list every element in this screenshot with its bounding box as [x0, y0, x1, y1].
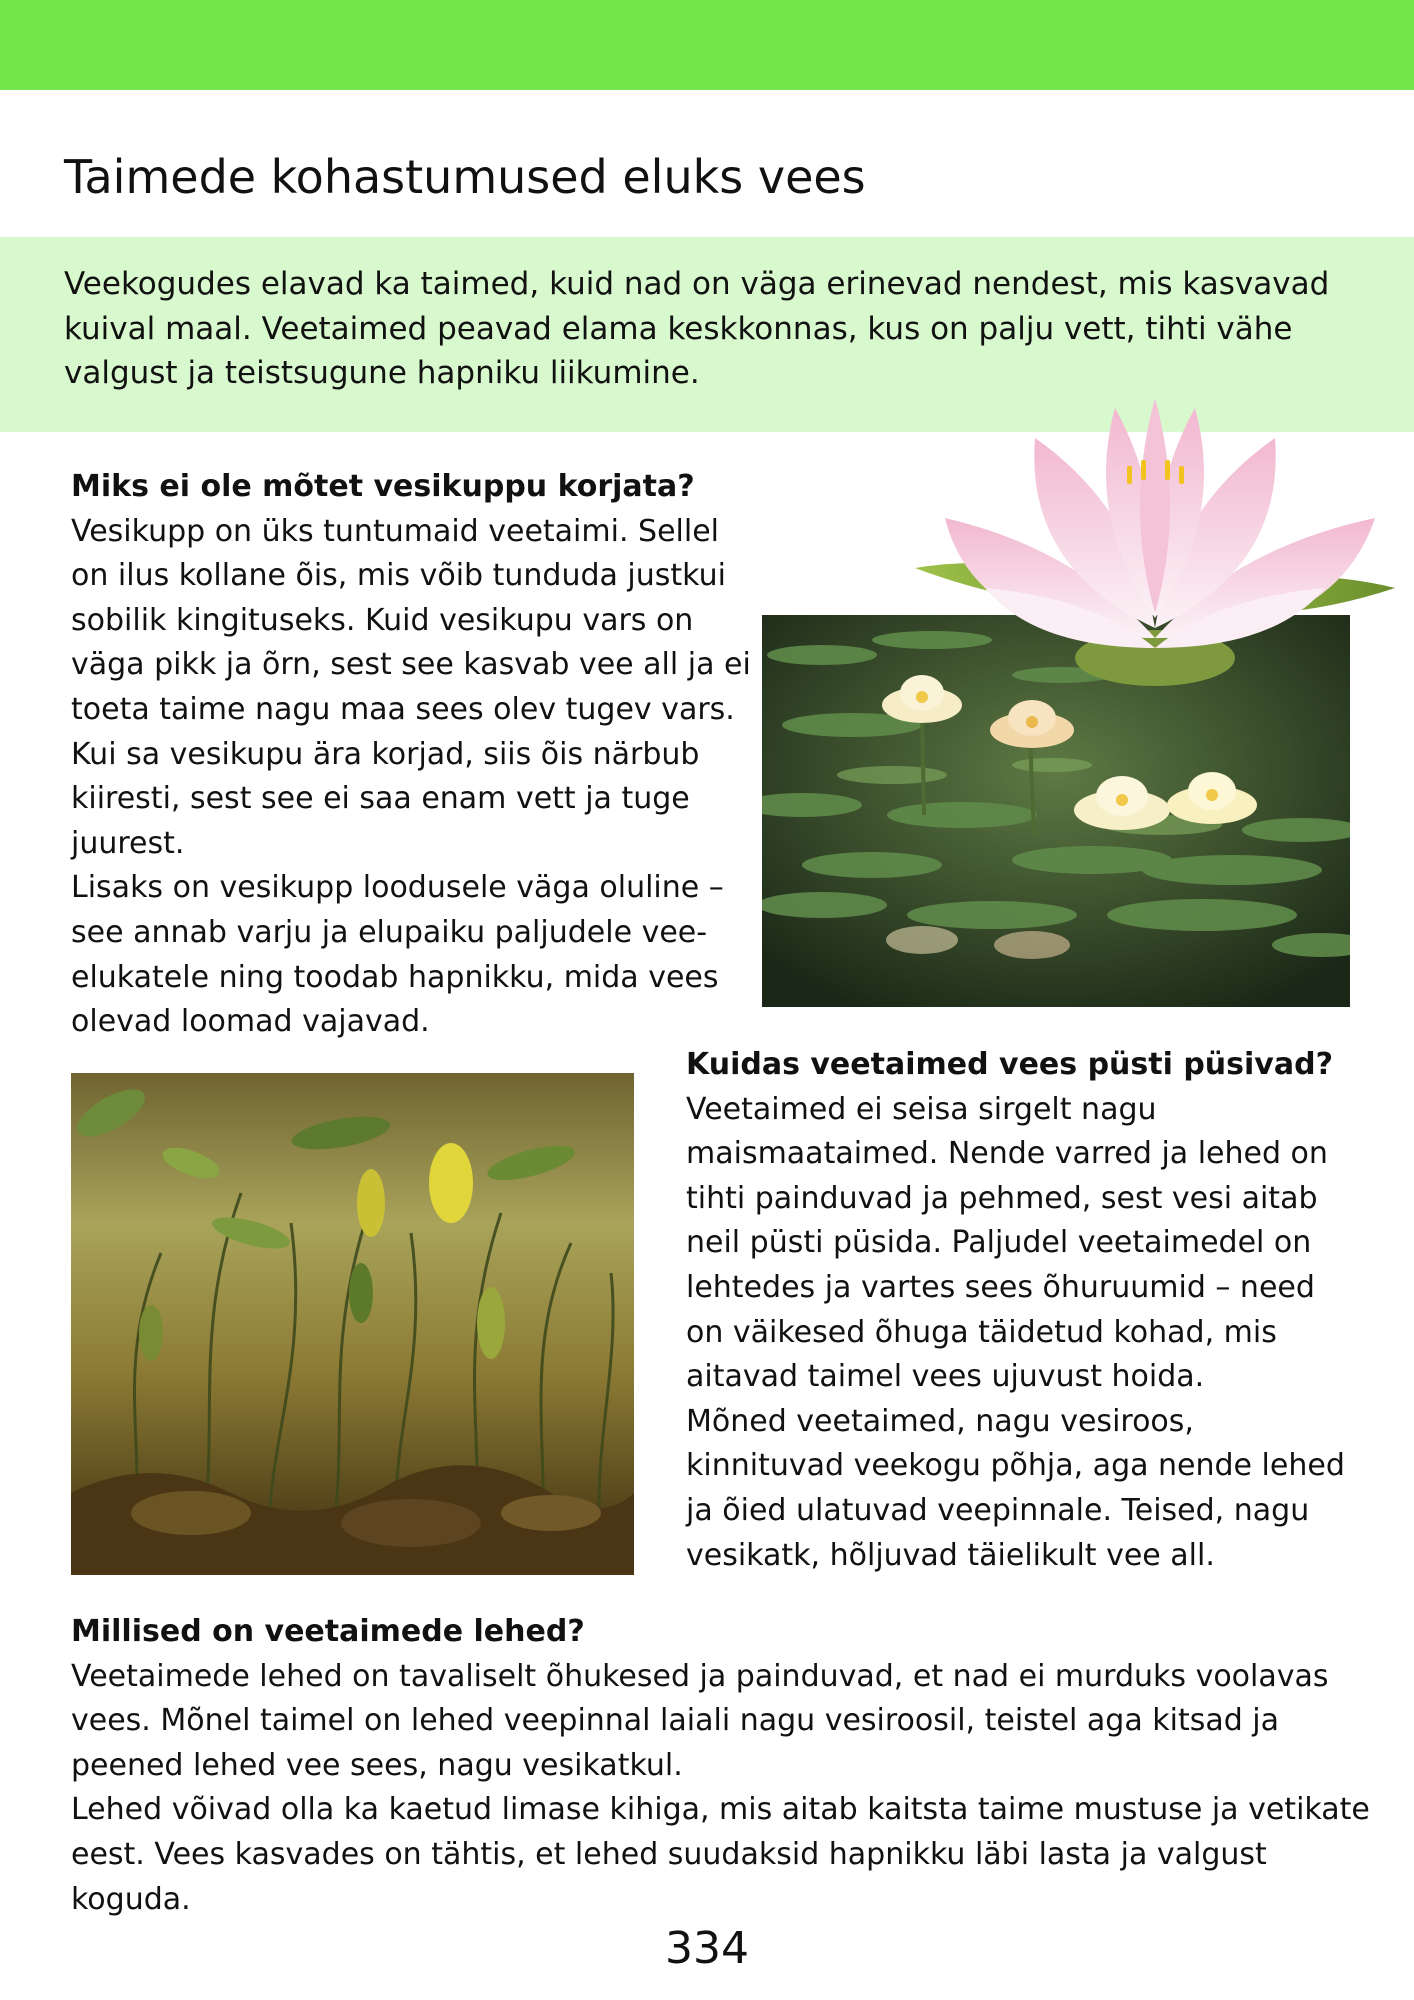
underwater-plants-photo [71, 1073, 634, 1575]
section-paragraph: Vesikupp on üks tuntumaid veetaimi. Sellel on ilus kollane õis, mis võib tunduda justkui sobilik kingituseks. Kuid vesikupu vars on väga pikk ja õrn, sest see kasvab vee all ja ei toeta taime nagu maa sees olev tugev vars. Kui sa vesikupu ära korjad, siis õis närbub kiiresti, sest see ei saa enam vett ja tuge juurest. [71, 513, 751, 861]
section-why-not-pick [71, 465, 751, 1045]
page-number: 334 [665, 1923, 749, 1974]
section-paragraph: Veetaimede lehed on tavaliselt õhukesed ja painduvad, et nad ei murduks voolavas vees. Mõnel taimel on lehed veepinnal laiali nagu vesiroosil, teistel aga kitsad ja peened lehed vee sees, nagu vesikatkul. [71, 1658, 1329, 1783]
section-heading: Millised on veetaimede lehed? [71, 1614, 585, 1649]
underwater-plants-illustration [71, 1073, 634, 1575]
intro-text: Veekogudes elavad ka taimed, kuid nad on väga erinevad nendest, mis kasvavad kuival maal. Veetaimed peavad elama keskkonnas, kus on palju vett, tihti vähe valgust ja teistsugune hapniku liikumine. [64, 266, 1330, 392]
section-paragraph: Lisaks on vesikupp loodusele väga oluline – see annab varju ja elupaiku paljudele vee-elukatele ning toodab hapnikku, mida vees olevad loomad vajavad. [71, 870, 724, 1040]
page-title: Taimede kohastumused eluks vees [64, 150, 866, 204]
section-paragraph: Veetaimed ei seisa sirgelt nagu maismaataimed. Nende varred ja lehed on tihti painduvad ja pehmed, sest vesi aitab neil püsti püsida. Paljudel veetaimedel on lehtedes ja vartes sees õhuruumid – need on väikesed õhuga täidetud kohad, mis aitavad taimel vees ujuvust hoida. [686, 1091, 1328, 1395]
section-how-plants-stay-upright [686, 1043, 1356, 1578]
pink-lotus-flower-illustration [915, 398, 1395, 698]
top-color-bar [0, 0, 1414, 90]
section-paragraph: Lehed võivad olla ka kaetud limase kihiga, mis aitab kaitsta taime mustuse ja vetikate eest. Vees kasvades on tähtis, et lehed suudaksid hapnikku läbi lasta ja valgust koguda. [71, 1792, 1370, 1917]
section-heading: Miks ei ole mõtet vesikuppu korjata? [71, 469, 695, 504]
section-heading: Kuidas veetaimed vees püsti püsivad? [686, 1047, 1333, 1082]
section-aquatic-leaves [71, 1610, 1371, 1922]
section-paragraph: Mõned veetaimed, nagu vesiroos, kinnituvad veekogu põhja, aga nende lehed ja õied ulatuvad veepinnale. Teised, nagu vesikatk, hõljuvad täielikult vee all. [686, 1403, 1345, 1573]
